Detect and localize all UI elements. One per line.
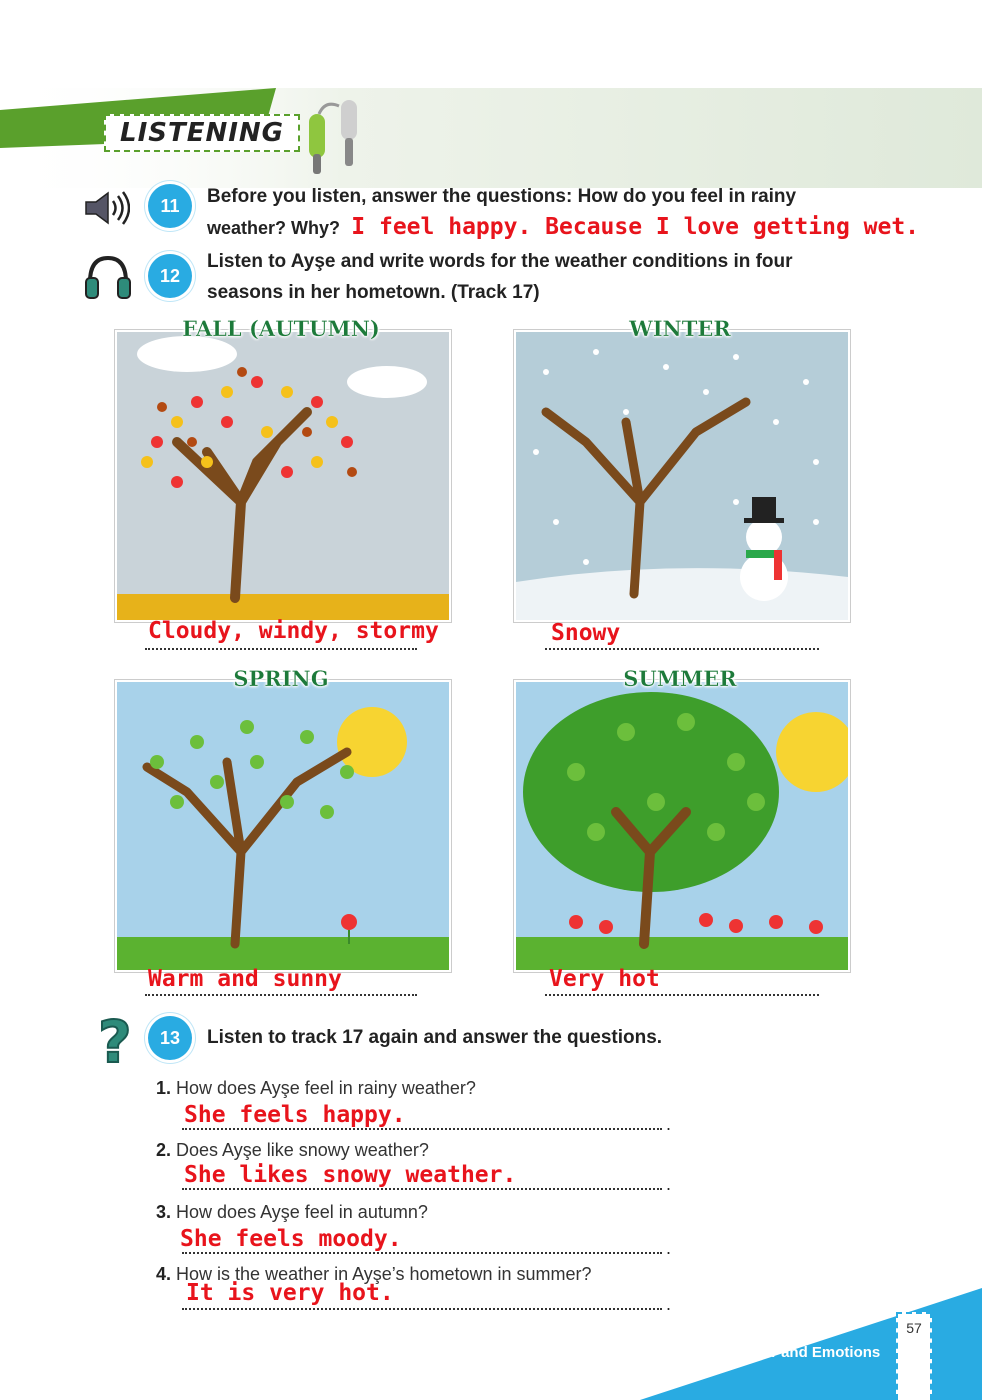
handwritten-answer: She feels moody. [180,1226,402,1252]
question-number: 3. [156,1202,172,1222]
answer-period: . [666,1294,672,1314]
spring-picture [115,680,451,972]
exercise-number-badge: 11 [148,184,192,228]
question-mark-icon [96,1010,140,1068]
section-title: LISTENING [104,114,300,152]
answer-line [182,1128,662,1130]
svg-text:?: ? [98,1010,132,1068]
exercise-instruction [207,246,907,308]
question-item [156,1078,676,1140]
question-text [156,1140,676,1161]
question-prompt: Does Ayşe like snowy weather? [176,1140,429,1160]
exercise-instruction [207,181,967,244]
handwritten-answer: It is very hot. [186,1280,394,1306]
question-list [156,1078,676,1326]
speaker-icon [84,190,130,226]
season-label: SPRING [233,666,329,691]
summer-picture [514,680,850,972]
question-number: 1. [156,1078,172,1098]
question-prompt: How is the weather in Ayşe’s hometown in summer? [176,1264,592,1284]
answer-line [182,1188,662,1190]
question-prompt: How does Ayşe feel in autumn? [176,1202,428,1222]
answer-period: . [666,1114,672,1134]
answer-line [182,1252,662,1254]
instruction-line: Before you listen, answer the questions: How do you feel in rainy [207,186,797,207]
earphones-icon [305,94,367,180]
answer-line [545,648,819,650]
handwritten-answer: Warm and sunny [148,966,342,992]
season-label: SUMMER [623,666,737,691]
fall-picture [115,330,451,622]
handwritten-answer: Cloudy, windy, stormy [148,618,439,644]
answer-line [182,1308,662,1310]
exercise-number-badge: 12 [148,254,192,298]
question-text [156,1078,676,1099]
exercise-number-badge: 13 [148,1016,192,1060]
instruction-line [207,212,967,244]
handwritten-answer: I feel happy. Because I love getting wet. [351,214,920,240]
season-label: FALL (AUTUMN) [182,316,380,341]
answer-line [145,648,417,650]
season-label: WINTER [629,316,731,341]
question-item [156,1140,676,1202]
question-text [156,1202,676,1223]
answer-line [145,994,417,996]
handwritten-answer: She feels happy. [184,1102,406,1128]
handwritten-answer: Very hot [549,966,660,992]
winter-picture [514,330,850,622]
handwritten-answer: Snowy [551,620,621,646]
answer-period: . [666,1174,672,1194]
unit-title: Weather and Emotions [718,1344,881,1361]
question-item [156,1202,676,1264]
answer-line [545,994,819,996]
instruction-line: Listen to Ayşe and write words for the weather conditions in four [207,251,793,272]
question-number: 2. [156,1140,172,1160]
instruction-line: seasons in her hometown. (Track 17) [207,282,540,303]
answer-period: . [666,1238,672,1258]
page-number: 57 [906,1320,922,1336]
question-prompt: How does Ayşe feel in rainy weather? [176,1078,476,1098]
question-item [156,1264,676,1326]
exercise-instruction: Listen to track 17 again and answer the questions. [207,1027,663,1048]
handwritten-answer: She likes snowy weather. [184,1162,517,1188]
instruction-text: weather? Why? [207,218,341,238]
headphones-icon [84,254,132,300]
question-number: 4. [156,1264,172,1284]
